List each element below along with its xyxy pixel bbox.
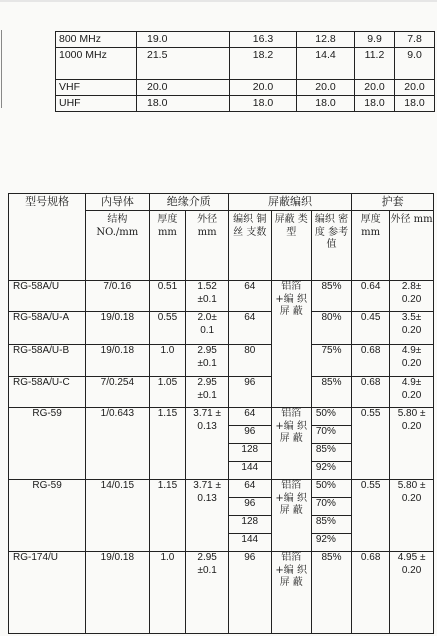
density-value: 92% [315,534,336,545]
value-cell: 16.3 [230,32,297,48]
wire-cell [228,480,271,552]
jacket-thickness-cell: 0.55 [352,480,390,552]
density-value: 92% [315,462,336,473]
table-row [9,345,434,377]
shield-type-cell: 铝箔 +编 织屏 蔽 [271,281,311,408]
jacket-od-cell [390,312,434,345]
ins-od-cell [186,281,229,312]
header-ins-thickness: 厚度 mm [149,211,186,281]
header-shield-wire: 编织 铜丝 支数 [228,211,271,281]
model-cell: RG-58A/U-A [9,312,86,345]
value-cell: 20.0 [137,80,230,96]
value-cell: 20.0 [355,80,395,96]
wire-value: 96 [229,498,271,516]
conductor-cell: 19/0.18 [86,345,149,377]
value-cell: 19.0 [137,32,230,48]
frequency-table [55,31,435,112]
wire-cell [228,408,271,480]
jacket-thickness-cell: 0.45 [352,312,390,345]
value-cell: 11.2 [355,48,395,80]
jacket-thickness-cell: 0.68 [352,552,390,634]
freq-label: VHF [56,80,137,96]
table-edge-mark [1,30,2,108]
density-cell: 85% [311,552,351,634]
freq-label: 800 MHz [56,32,137,48]
scan-edge [0,0,437,2]
density-cell: 85% [311,377,351,408]
ins-thickness-cell: 0.55 [149,312,186,345]
ins-od-value: 2.95 [197,377,217,388]
header-jacket-thickness: 厚度 mm [352,211,390,281]
freq-label: UHF [56,96,137,112]
jacket-od-value: 3.5± [401,312,422,323]
model-cell: RG-59 [9,408,86,480]
wire-cell: 96 [228,552,271,634]
wire-value: 64 [229,480,271,498]
jacket-od-tol: 0.20 [401,324,422,336]
density-cell: 75% [311,345,351,377]
table-row [9,312,434,345]
freq-label: 1000 MHz [56,48,137,80]
density-cell [311,480,351,552]
jacket-od-cell [390,345,434,377]
jacket-thickness-cell: 0.55 [352,408,390,480]
value-cell: 18.2 [230,48,297,80]
model-cell: RG-58A/U [9,281,86,312]
density-cell: 85% [311,281,351,312]
header-conductor: 内导体 [86,194,149,211]
jacket-od-value: 4.9± [401,377,422,388]
ins-thickness-cell: 0.51 [149,281,186,312]
value-cell: 20.0 [395,80,435,96]
header-model: 型号规格 [9,194,86,281]
value-cell: 7.8 [395,32,435,48]
ins-od-tol: 0.1 [200,324,215,336]
ins-od-value: 2.0± [197,312,217,323]
value-cell: 18.0 [137,96,230,112]
density-value: 85% [312,444,351,462]
ins-thickness-cell: 1.15 [149,480,186,552]
header-jacket-od: 外径 mm [390,211,434,281]
model-cell: RG-174/U [9,552,86,634]
jacket-od-tol: 0.20 [401,389,422,401]
wire-value: 96 [229,426,271,444]
jacket-thickness-cell: 0.64 [352,281,390,312]
table-row [56,96,435,112]
shield-type-cell: 铝箔 +编 织屏 蔽 [271,552,311,634]
table-row [9,408,434,480]
table-row [9,480,434,552]
shield-type-cell: 铝箔 +编 织屏 蔽 [271,480,311,552]
ins-thickness-cell: 1.15 [149,408,186,480]
jacket-od-cell: 5.80 ± 0.20 [390,408,434,480]
value-cell: 18.0 [297,96,355,112]
ins-od-tol: ±0.1 [197,357,217,369]
ins-od-value: 2.95 [197,345,217,356]
header-shield-density: 编织 密度 参考 值 [311,211,351,281]
ins-od-cell: 2.95 ±0.1 [186,552,229,634]
table-row [56,80,435,96]
value-cell: 9.9 [355,32,395,48]
model-cell: RG-58A/U-B [9,345,86,377]
conductor-cell: 14/0.15 [86,480,149,552]
conductor-cell: 19/0.18 [86,552,149,634]
header-insulation: 绝缘介质 [149,194,228,211]
header-ins-od: 外径 mm [186,211,229,281]
value-cell: 18.0 [355,96,395,112]
ins-od-cell [186,312,229,345]
wire-value: 128 [229,444,271,462]
table-row [9,281,434,312]
header-shield-type: 屏蔽 类型 [271,211,311,281]
value-cell: 14.4 [297,48,355,80]
jacket-od-cell [390,281,434,312]
value-cell: 12.8 [297,32,355,48]
wire-value: 128 [229,516,271,534]
conductor-cell: 19/0.18 [86,312,149,345]
ins-od-cell [186,345,229,377]
ins-od-tol: ±0.1 [197,389,217,401]
conductor-cell: 1/0.643 [86,408,149,480]
conductor-cell: 7/0.254 [86,377,149,408]
header-jacket: 护套 [352,194,434,211]
wire-cell: 96 [228,377,271,408]
jacket-od-cell: 4.95 ± 0.20 [390,552,434,634]
value-cell: 18.0 [230,96,297,112]
header-conductor-sub: 结构 NO./mm [86,211,149,281]
density-cell [311,408,351,480]
jacket-od-cell: 5.80 ± 0.20 [390,480,434,552]
wire-cell: 64 [228,312,271,345]
value-cell: 20.0 [230,80,297,96]
density-value: 70% [312,426,351,444]
ins-thickness-cell: 1.05 [149,377,186,408]
table-row [9,552,434,634]
value-cell: 18.0 [395,96,435,112]
conductor-cell: 7/0.16 [86,281,149,312]
ins-od-cell: 3.71 ± 0.13 [186,480,229,552]
value-cell: 9.0 [395,48,435,80]
density-value: 85% [312,516,351,534]
model-cell: RG-58A/U-C [9,377,86,408]
density-value: 50% [312,408,351,426]
density-cell: 80% [311,312,351,345]
ins-od-tol: ±0.1 [197,293,217,305]
jacket-thickness-cell: 0.68 [352,377,390,408]
jacket-od-cell [390,377,434,408]
wire-cell: 64 [228,281,271,312]
jacket-od-tol: 0.20 [401,357,422,369]
value-cell: 20.0 [297,80,355,96]
value-cell: 21.5 [137,48,230,80]
header-shield: 屏蔽编织 [228,194,351,211]
table-row [9,377,434,408]
wire-value: 144 [241,534,259,545]
ins-od-value: 1.52 [197,281,217,292]
spec-table [8,193,434,634]
wire-cell: 80 [228,345,271,377]
model-cell: RG-59 [9,480,86,552]
jacket-od-value: 2.8± [401,281,422,292]
jacket-thickness-cell: 0.68 [352,345,390,377]
ins-thickness-cell: 1.0 [149,552,186,634]
density-value: 50% [312,480,351,498]
shield-type-cell: 铝箔 +编 织屏 蔽 [271,408,311,480]
ins-thickness-cell: 1.0 [149,345,186,377]
ins-od-cell [186,377,229,408]
wire-value: 64 [229,408,271,426]
table-row [56,32,435,48]
header-row [9,194,434,211]
table-row [56,48,435,80]
jacket-od-value: 4.9± [401,345,422,356]
jacket-od-tol: 0.20 [401,293,422,305]
ins-od-cell: 3.71 ± 0.13 [186,408,229,480]
density-value: 70% [312,498,351,516]
wire-value: 144 [241,462,259,473]
